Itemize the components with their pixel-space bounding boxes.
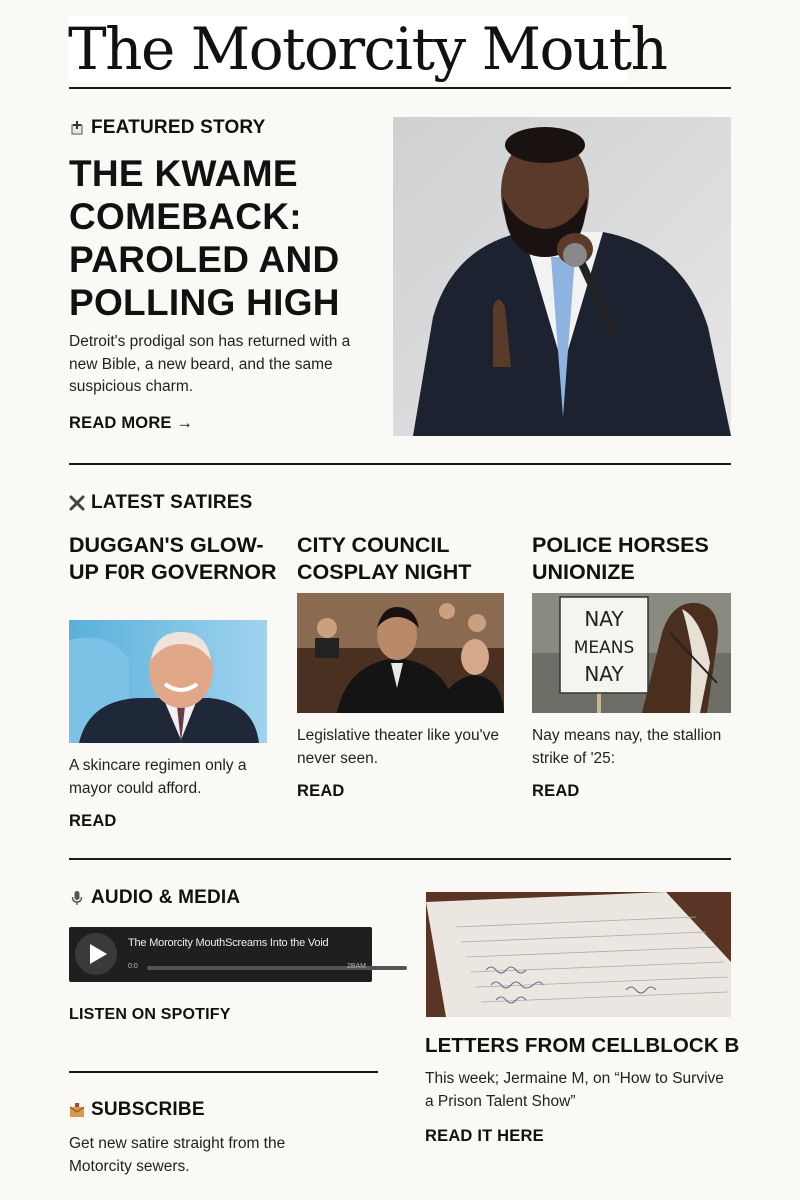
satire-photo-horses[interactable] [532,593,731,713]
satire-photo-duggan[interactable] [69,620,267,743]
audio-label [69,887,240,909]
player-time-start: 0:0 [128,963,138,970]
satire-read-council[interactable]: READ [297,782,345,800]
letters-photo[interactable] [426,892,731,1017]
letters-title[interactable]: LETTERS FROM CELLBLOCK B [425,1034,740,1057]
subscribe-dek: Get new satire straight from the Motorcity sewers. [69,1135,286,1175]
chess-cross-icon [69,120,85,136]
microphone-icon [69,890,85,906]
horse-sign-line-2: MEANS [573,638,635,658]
satire-dek-council: Legislative theater like you've never seen. [297,727,499,767]
horse-sign-line-1: NAY [584,607,624,631]
audio-label-text: AUDIO & MEDIA [91,887,241,908]
satire-title-council[interactable]: CITY COUNCIL COSPLAY NIGHT [297,533,472,584]
satire-photo-council[interactable] [297,593,504,713]
player-track-title: The Mororcity MouthScreams Into the Void [128,937,329,949]
latest-label-text: LATEST SATIRES [91,492,253,513]
satire-read-duggan[interactable]: READ [69,812,117,830]
letters-read-it-here-link[interactable]: READ IT HERE [425,1127,544,1145]
audio-divider [69,1071,378,1073]
player-progress-bar[interactable] [147,966,407,970]
latest-label [69,492,253,514]
masthead [68,15,667,83]
satire-dek-duggan: A skincare regimen only a mayor could afford. [69,757,247,797]
player-time-end: 2BAM [346,963,366,970]
featured-read-more-link[interactable]: READ MORE → [69,414,194,432]
latest-divider [69,858,731,860]
featured-label-text: FEATURED STORY [91,117,266,138]
satire-title-horses[interactable]: POLICE HORSES UNIONIZE [532,533,709,584]
satire-title-duggan[interactable]: DUGGAN'S GLOW-UP F0R GOVERNOR [69,533,277,584]
letters-dek: This week; Jermaine M, on “How to Survive a Prison Talent Show” [425,1070,724,1110]
mailbox-icon [69,1102,85,1118]
featured-label [69,117,266,139]
site-title[interactable]: The Motorcity Mouth [68,15,667,83]
satire-dek-horses: Nay means nay, the stallion strike of '25: [532,727,722,767]
subscribe-label [69,1099,205,1121]
featured-photo[interactable] [393,117,731,436]
masthead-divider [69,87,731,89]
featured-dek: Detroit's prodigal son has returned with a new Bible, a new beard, and the same suspicious charm. [69,333,351,395]
listen-on-spotify-link[interactable]: LISTEN ON SPOTIFY [69,1006,231,1023]
play-button[interactable] [75,933,117,975]
satire-read-horses[interactable]: READ [532,782,580,800]
featured-headline[interactable]: THE KWAME COMEBACK: PAROLED AND POLLING HIGH [69,153,340,323]
horse-sign-line-3: NAY [584,662,624,686]
crossed-swords-icon [69,495,85,511]
subscribe-label-text: SUBSCRIBE [91,1099,205,1120]
featured-divider [69,463,731,465]
audio-player [69,927,372,982]
